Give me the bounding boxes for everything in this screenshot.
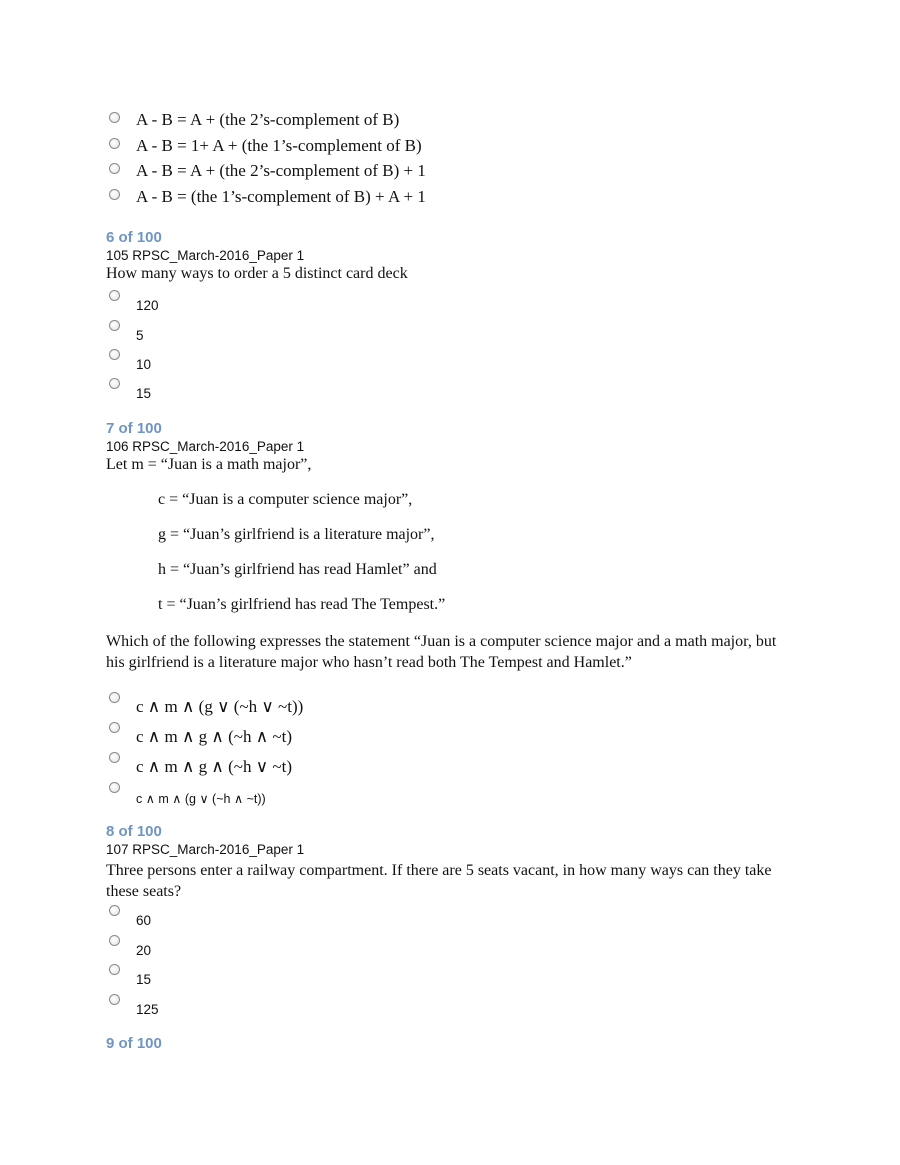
definition-c: c = “Juan is a computer science major”, bbox=[158, 491, 413, 508]
q6-option-4-label: 15 bbox=[136, 386, 152, 401]
question-text: Three persons enter a railway compartment. If there are 5 seats vacant, in how many ways can they take these seats? bbox=[106, 862, 772, 900]
q7-option-1-label: c ∧ m ∧ (g ∨ (~h ∨ ~t)) bbox=[136, 697, 304, 716]
radio-q8-option-4[interactable] bbox=[109, 994, 120, 1005]
question-number: 6 of 100 bbox=[106, 229, 162, 246]
q7-option-3-label: c ∧ m ∧ g ∧ (~h ∨ ~t) bbox=[136, 757, 292, 776]
question-source: 107 RPSC_March-2016_Paper 1 bbox=[106, 842, 305, 857]
radio-q6-option-2[interactable] bbox=[109, 320, 120, 331]
radio-q7-option-1[interactable] bbox=[109, 692, 120, 703]
radio-q6-option-4[interactable] bbox=[109, 378, 120, 389]
question-number: 8 of 100 bbox=[106, 823, 162, 840]
question-text: How many ways to order a 5 distinct card deck bbox=[106, 265, 408, 282]
radio-q5-option-2[interactable] bbox=[109, 138, 120, 149]
radio-q5-option-1[interactable] bbox=[109, 112, 120, 123]
q5-option-3-label: A - B = A + (the 2’s-complement of B) + 1 bbox=[136, 161, 426, 180]
q6-option-3-label: 10 bbox=[136, 357, 152, 372]
radio-q8-option-3[interactable] bbox=[109, 964, 120, 975]
q6-option-2-label: 5 bbox=[136, 328, 144, 343]
question-number: 9 of 100 bbox=[106, 1035, 162, 1052]
definition-m: Let m = “Juan is a math major”, bbox=[106, 456, 312, 473]
q8-option-2-label: 20 bbox=[136, 943, 152, 958]
q7-option-2-label: c ∧ m ∧ g ∧ (~h ∧ ~t) bbox=[136, 727, 292, 746]
radio-q7-option-3[interactable] bbox=[109, 752, 120, 763]
radio-q8-option-1[interactable] bbox=[109, 905, 120, 916]
definition-h: h = “Juan’s girlfriend has read Hamlet” and bbox=[158, 561, 437, 578]
definition-t: t = “Juan’s girlfriend has read The Tempest.” bbox=[158, 596, 446, 613]
question-source: 106 RPSC_March-2016_Paper 1 bbox=[106, 439, 305, 454]
q6-option-1-label: 120 bbox=[136, 298, 159, 313]
radio-q6-option-3[interactable] bbox=[109, 349, 120, 360]
definition-g: g = “Juan’s girlfriend is a literature major”, bbox=[158, 526, 435, 543]
q7-option-4-label: c ∧ m ∧ (g ∨ (~h ∧ ~t)) bbox=[136, 792, 266, 806]
q5-option-1-label: A - B = A + (the 2’s-complement of B) bbox=[136, 110, 400, 129]
radio-q6-option-1[interactable] bbox=[109, 290, 120, 301]
radio-q8-option-2[interactable] bbox=[109, 935, 120, 946]
q5-option-4-label: A - B = (the 1’s-complement of B) + A + 1 bbox=[136, 187, 426, 206]
question-text: Which of the following expresses the statement “Juan is a computer science major and a math major, but his girlfriend is a literature major who hasn’t read both The Tempest and Hamlet.” bbox=[106, 633, 777, 671]
radio-q5-option-4[interactable] bbox=[109, 189, 120, 200]
question-source: 105 RPSC_March-2016_Paper 1 bbox=[106, 248, 305, 263]
question-number: 7 of 100 bbox=[106, 420, 162, 437]
q5-option-2-label: A - B = 1+ A + (the 1’s-complement of B) bbox=[136, 136, 422, 155]
radio-q7-option-4[interactable] bbox=[109, 782, 120, 793]
q8-option-3-label: 15 bbox=[136, 972, 152, 987]
q8-option-4-label: 125 bbox=[136, 1002, 159, 1017]
q8-option-1-label: 60 bbox=[136, 913, 152, 928]
radio-q5-option-3[interactable] bbox=[109, 163, 120, 174]
radio-q7-option-2[interactable] bbox=[109, 722, 120, 733]
